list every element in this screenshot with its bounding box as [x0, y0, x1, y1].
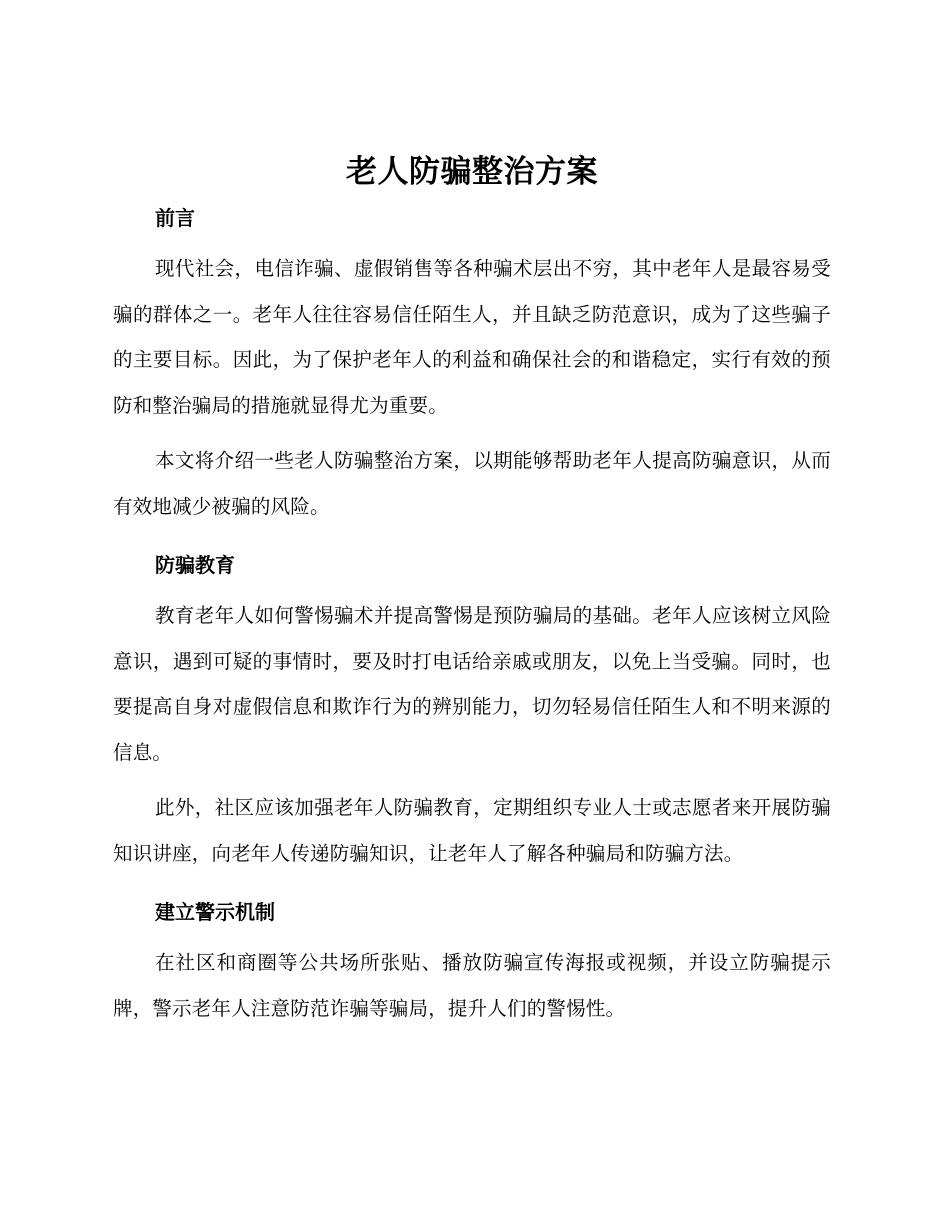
section-heading: 防骗教育: [155, 553, 235, 577]
paragraph: 现代社会，电信诈骗、虚假销售等各种骗术层出不穷，其中老年人是最容易受骗的群体之一。老年人往往容易信任陌生人，并且缺乏防范意识，成为了这些骗子的主要目标。因此，为了保护老年人的利益和确保社会的和谐稳定，实行有效的预防和整治骗局的措施就显得尤为重要。: [113, 257, 831, 417]
section-anti-fraud-education: [113, 545, 831, 876]
paragraph: 教育老年人如何警惕骗术并提高警惕是预防骗局的基础。老年人应该树立风险意识，遇到可疑的事情时，要及时打电话给亲戚或朋友，以免上当受骗。同时，也要提高自身对虚假信息和欺诈行为的辨别能力，切勿轻易信任陌生人和不明来源的信息。: [113, 604, 831, 764]
paragraph: 此外，社区应该加强老年人防骗教育，定期组织专业人士或志愿者来开展防骗知识讲座，向老年人传递防骗知识，让老年人了解各种骗局和防骗方法。: [113, 796, 831, 865]
section-warning-mechanism: [113, 892, 831, 1031]
document-body: [113, 150, 831, 1041]
section-preface: [113, 198, 831, 529]
paragraph: 本文将介绍一些老人防骗整治方案，以期能够帮助老年人提高防骗意识，从而有效地减少被骗的风险。: [113, 449, 831, 518]
section-heading: 建立警示机制: [155, 900, 275, 924]
paragraph: 在社区和商圈等公共场所张贴、播放防骗宣传海报或视频，并设立防骗提示牌，警示老年人注意防范诈骗等骗局，提升人们的警惕性。: [113, 951, 831, 1020]
document-title: 老人防骗整治方案: [346, 154, 598, 190]
section-heading: 前言: [155, 206, 195, 230]
